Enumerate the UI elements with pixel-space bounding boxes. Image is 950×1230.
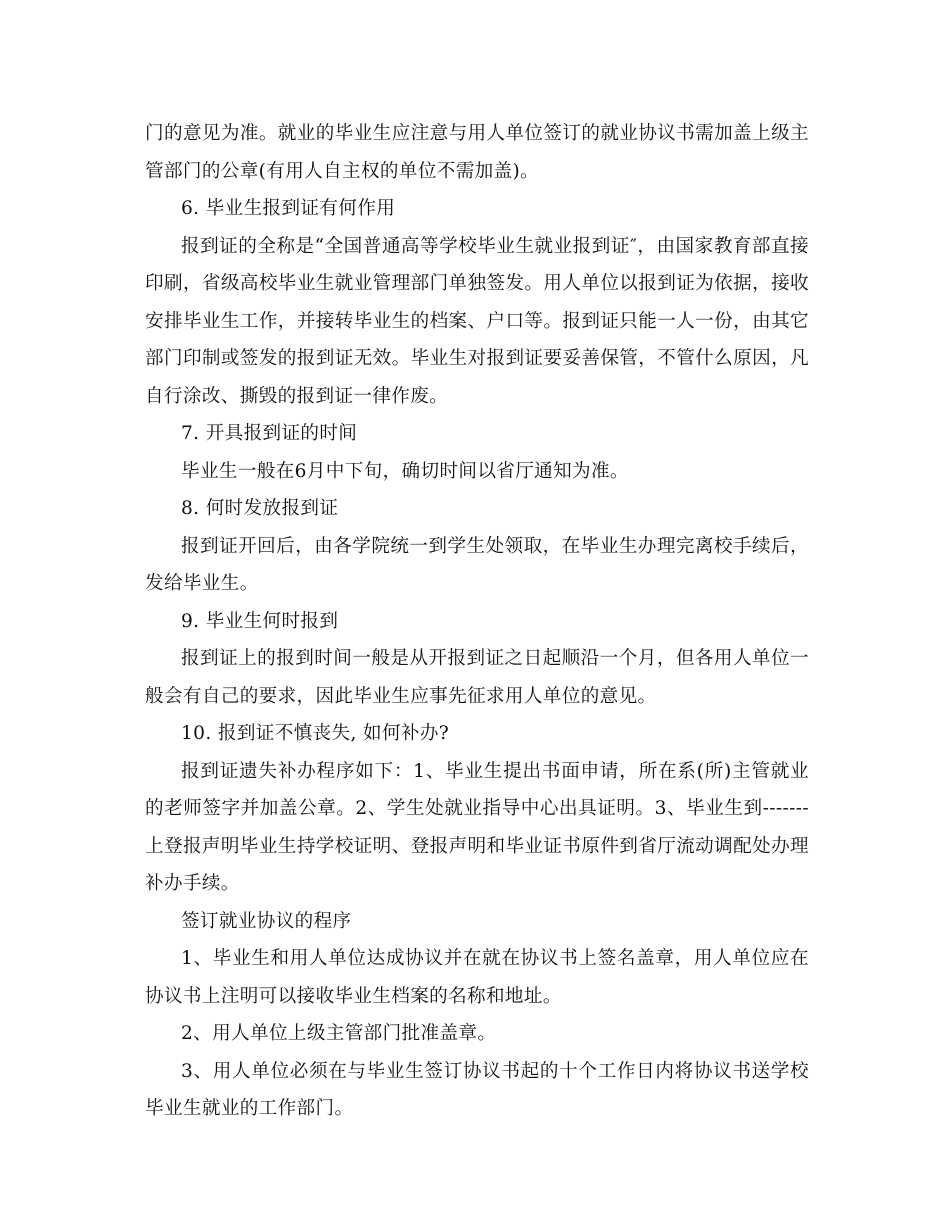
paragraph-reporting-time: 报到证上的报到时间一般是从开报到证之日起顺沿一个月，但各用人单位一般会有自己的要求，因此毕业生应事先征求用人单位的意见。 bbox=[145, 648, 809, 707]
procedure-step-2: 2、用人单位上级主管部门批准盖章。 bbox=[181, 1023, 497, 1044]
section-heading-6: 6. 毕业生报到证有何作用 bbox=[181, 198, 396, 219]
paragraph-replacement-procedure: 报到证遗失补办程序如下：1、毕业生提出书面申请，所在系(所)主管就业的老师签字并加盖公章。2、学生处就业指导中心出具证明。3、毕业生到-------上登报声明毕业生持学校证明、登报声明和毕业证书原件到省厅流动调配处办理补办手续。 bbox=[145, 760, 809, 894]
paragraph-report-card-definition: 报到证的全称是“全国普通高等学校毕业生就业报到证″，由国家教育部直接印刷，省级高校毕业生就业管理部门单独签发。用人单位以报到证为依据，接收安排毕业生工作，并接转毕业生的档案、户口等。报到证只能一人一份，由其它部门印制或签发的报到证无效。毕业生对报到证要妥善保管，不管什么原因，凡自行涂改、撕毁的报到证一律作废。 bbox=[145, 235, 809, 407]
paragraph-distribution: 报到证开回后，由各学院统一到学生处领取，在毕业生办理完离校手续后，发给毕业生。 bbox=[145, 535, 809, 594]
section-heading-7: 7. 开具报到证的时间 bbox=[181, 423, 358, 444]
paragraph-continuation: 门的意见为准。就业的毕业生应注意与用人单位签订的就业协议书需加盖上级主管部门的公章(有用人自主权的单位不需加盖)。 bbox=[145, 123, 809, 182]
document-page bbox=[145, 115, 809, 1128]
procedure-step-1: 1、毕业生和用人单位达成协议并在就在协议书上签名盖章，用人单位应在协议书上注明可以接收毕业生档案的名称和地址。 bbox=[145, 948, 809, 1007]
section-heading-agreement-procedure: 签订就业协议的程序 bbox=[181, 910, 352, 932]
section-heading-9: 9. 毕业生何时报到 bbox=[181, 610, 339, 632]
paragraph-issue-time: 毕业生一般在6月中下旬，确切时间以省厅通知为准。 bbox=[181, 460, 629, 482]
section-heading-10: 10. 报到证不慎丧失, 如何补办? bbox=[181, 723, 450, 744]
section-heading-8: 8. 何时发放报到证 bbox=[181, 498, 339, 519]
procedure-step-3: 3、用人单位必须在与毕业生签订协议书起的十个工作日内将协议书送学校毕业生就业的工作部门。 bbox=[145, 1060, 809, 1119]
